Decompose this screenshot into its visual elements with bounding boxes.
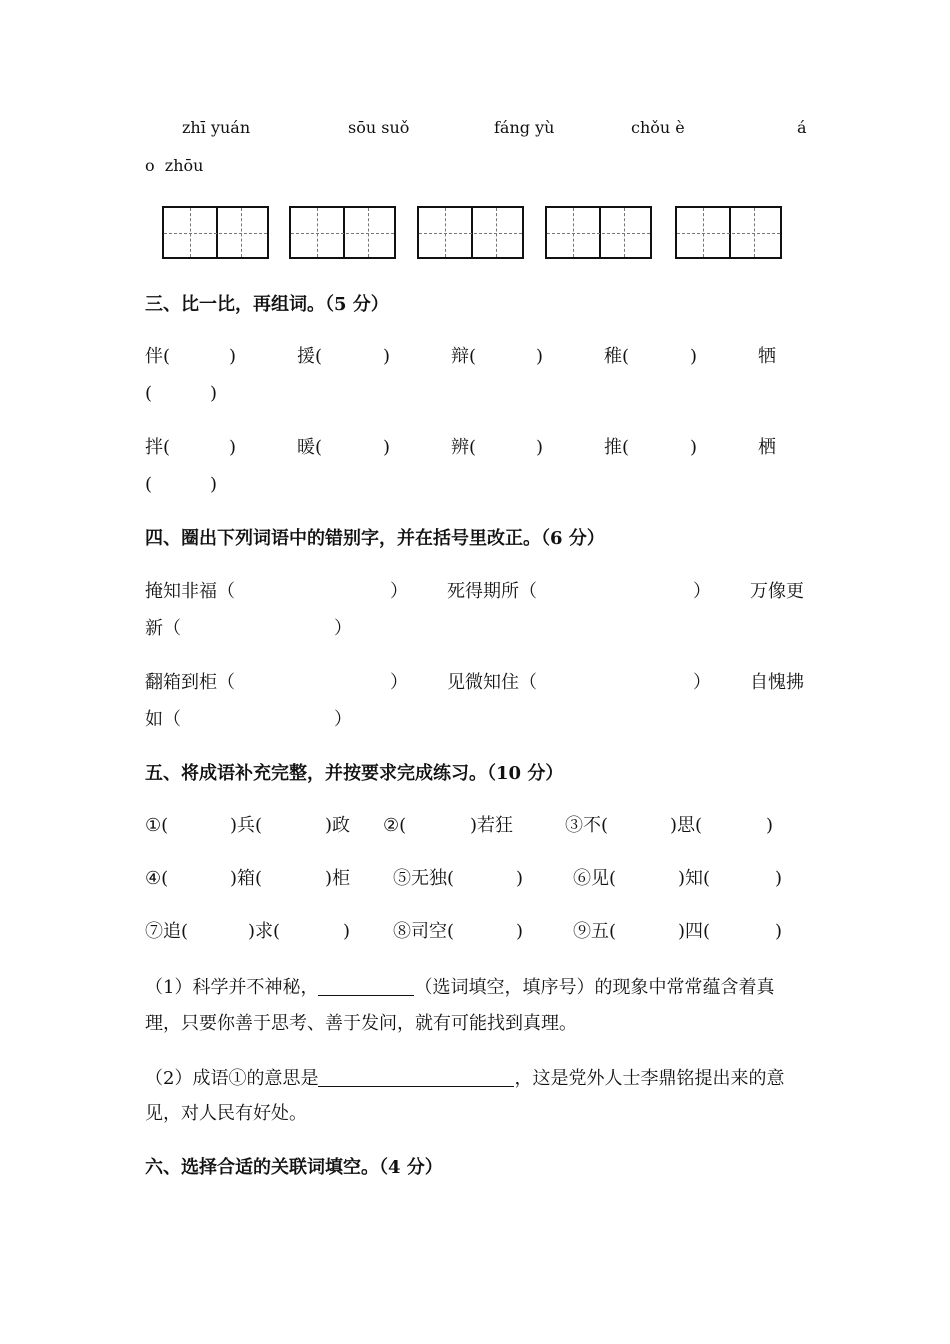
idiom-part: )知( (678, 868, 711, 889)
question-2-prefix: （2）成语①的意思是 (145, 1068, 319, 1089)
idiom-part: ⑥见( (573, 868, 617, 889)
idiom-part: )柜 (325, 868, 351, 889)
wrong-word-6: 自愧拂 (750, 672, 804, 693)
idiom-part: )若狂 (470, 815, 514, 836)
question-2-suffix: ，这是党外人士李鼎铭提出来的意 (514, 1068, 785, 1089)
wrong-word-3: 万像更 (750, 581, 804, 602)
pinyin-2: sōu suǒ (348, 118, 410, 137)
close-paren: ） (390, 672, 408, 693)
compare-word-3: 辩( (451, 346, 477, 367)
wrong-word-2: 死得期所（ (447, 581, 537, 602)
compare-word-10-open: ( (145, 474, 153, 495)
question-1-line-1 (145, 977, 774, 997)
compare-word-6: 拌( (145, 437, 171, 458)
idiom-part: ③不( (565, 815, 609, 836)
close-paren: ) (229, 437, 237, 458)
section-3-title: 三、比一比，再组词。（5 分） (145, 294, 389, 315)
close-paren: ） (390, 581, 408, 602)
close-paren: ) (383, 437, 391, 458)
compare-word-2: 援( (297, 346, 323, 367)
wrong-word-4: 翻箱到柜（ (145, 672, 235, 693)
close-paren: ) (536, 437, 544, 458)
wrong-word-6-wrap: 如（ (145, 709, 181, 730)
question-2-line-1 (145, 1068, 784, 1088)
idiom-part: ) (516, 921, 524, 942)
idiom-part: ) (516, 868, 524, 889)
idiom-part: ) (766, 815, 774, 836)
idiom-part: )求( (248, 921, 281, 942)
idiom-part: ) (775, 868, 783, 889)
idiom-part: ⑤无独( (393, 868, 455, 889)
close-paren: ) (536, 346, 544, 367)
close-paren: ) (383, 346, 391, 367)
compare-word-1: 伴( (145, 346, 171, 367)
close-paren: ) (690, 437, 698, 458)
idiom-part: ) (343, 921, 351, 942)
pinyin-4: chǒu è (631, 118, 685, 137)
close-paren: ) (690, 346, 698, 367)
compare-word-4: 稚( (604, 346, 630, 367)
writing-grid-5[interactable] (675, 206, 782, 259)
close-paren: ） (693, 581, 711, 602)
idiom-part: )兵( (230, 815, 263, 836)
close-paren: ） (334, 709, 352, 730)
writing-grid-1[interactable] (162, 206, 269, 259)
idiom-part: )政 (325, 815, 351, 836)
wrong-word-1: 掩知非福（ (145, 581, 235, 602)
section-4-title: 四、圈出下列词语中的错别字，并在括号里改正。（6 分） (145, 528, 605, 549)
idiom-part: )箱( (230, 868, 263, 889)
writing-grid-4[interactable] (545, 206, 652, 259)
close-paren: ) (229, 346, 237, 367)
answer-blank-2[interactable] (318, 1068, 514, 1087)
idiom-part: )四( (678, 921, 711, 942)
section-5-title: 五、将成语补充完整，并按要求完成练习。（10 分） (145, 763, 564, 784)
pinyin-3: fáng yù (494, 118, 555, 137)
question-1-line-2: 理，只要你善于思考、善于发问，就有可能找到真理。 (145, 1013, 577, 1034)
section-6-title: 六、选择合适的关联词填空。（4 分） (145, 1157, 443, 1178)
idiom-part: ⑦追( (145, 921, 189, 942)
close-paren: ) (210, 474, 218, 495)
compare-word-8: 辨( (451, 437, 477, 458)
compare-word-10: 栖 (758, 437, 776, 458)
idiom-part: ⑨五( (573, 921, 617, 942)
wrong-word-5: 见微知住（ (447, 672, 537, 693)
question-1-prefix: （1）科学并不神秘， (145, 977, 319, 998)
compare-word-9: 推( (604, 437, 630, 458)
idiom-part: ⑧司空( (393, 921, 455, 942)
answer-blank-1[interactable] (318, 977, 414, 996)
idiom-part: ②( (383, 815, 407, 836)
pinyin-5-wrap: o zhōu (145, 156, 204, 175)
idiom-part: ) (775, 921, 783, 942)
idiom-part: )思( (670, 815, 703, 836)
compare-word-5-open: ( (145, 383, 153, 404)
compare-word-5: 牺 (758, 346, 776, 367)
writing-grid-2[interactable] (289, 206, 396, 259)
idiom-part: ④( (145, 868, 169, 889)
idiom-part: ①( (145, 815, 169, 836)
wrong-word-3-wrap: 新（ (145, 618, 181, 639)
pinyin-1: zhī yuán (182, 118, 251, 137)
close-paren: ） (693, 672, 711, 693)
compare-word-7: 暖( (297, 437, 323, 458)
pinyin-5: á (797, 118, 807, 137)
question-1-suffix: （选词填空，填序号）的现象中常常蕴含着真 (414, 977, 775, 998)
close-paren: ） (334, 618, 352, 639)
writing-grid-3[interactable] (417, 206, 524, 259)
close-paren: ) (210, 383, 218, 404)
question-2-line-2: 见，对人民有好处。 (145, 1103, 307, 1124)
